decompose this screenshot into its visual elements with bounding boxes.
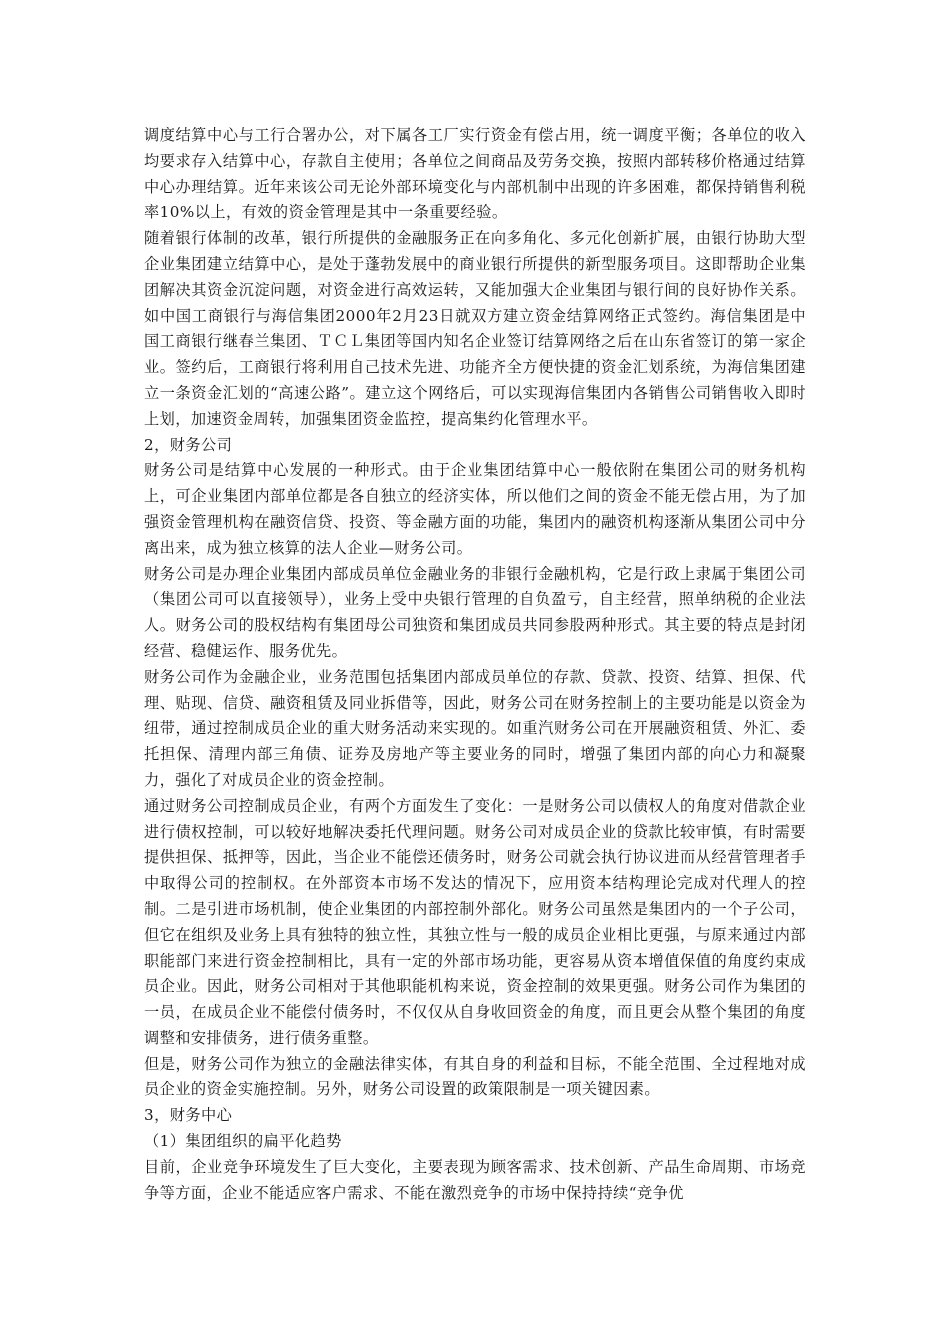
paragraph-bank-reform: 随着银行体制的改革，银行所提供的金融服务正在向多角化、多元化创新扩展，由银行协助大型企业集团建立结算中心，是处于蓬勃发展中的商业银行所提供的新型服务项目。这即帮助企业集团解决其资金沉淀问题，对资金进行高效运转，又能加强大企业集团与银行间的良好协作关系。如中国工商银行与海信集团2000年2月23日就双方建立资金结算网络正式签约。海信集团是中国工商银行继春兰集团、ＴＣＬ集团等国内知名企业签订结算网络之后在山东省签订的第一家企业。签约后，工商银行将利用自己技术先进、功能齐全方便快捷的资金汇划系统，为海信集团建立一条资金汇划的“高速公路”。建立这个网络后，可以实现海信集团内各销售公司销售收入即时上划，加速资金周转，加强集团资金监控，提高集约化管理水平。 [144, 229, 806, 428]
paragraph-finance-company-origin: 财务公司是结算中心发展的一种形式。由于企业集团结算中心一般依附在集团公司的财务机构上，可企业集团内部单位都是各自独立的经济实体，所以他们之间的资金不能无偿占用，为了加强资金管理机构在融资信贷、投资、等金融方面的功能，集团内的融资机构逐渐从集团公司中分离出来，成为独立核算的法人企业—财务公司。 [144, 461, 806, 557]
section-heading-finance-center: 3，财务中心 [144, 1106, 233, 1125]
paragraph-finance-company-business: 财务公司作为金融企业，业务范围包括集团内部成员单位的存款、贷款、投资、结算、担保、代理、贴现、信贷、融资租赁及同业拆借等，因此，财务公司在财务控制上的主要功能是以资金为纽带，通过控制成员企业的重大财务活动来实现的。如重汽财务公司在开展融资租赁、外汇、委托担保、清理内部三角债、证券及房地产等主要业务的同时，增强了集团内部的向心力和凝聚力，强化了对成员企业的资金控制。 [144, 667, 806, 789]
document-page [144, 123, 806, 1206]
subsection-heading-flattening: （1）集团组织的扁平化趋势 [144, 1132, 342, 1151]
paragraph-finance-company-definition: 财务公司是办理企业集团内部成员单位金融业务的非银行金融机构，它是行政上隶属于集团公司（集团公司可以直接领导），业务上受中央银行管理的自负盈亏，自主经营，照单纳税的企业法人。财务公司的股权结构有集团母公司独资和集团成员共同参股两种形式。其主要的特点是封闭经营、稳健运作、服务优先。 [144, 564, 806, 660]
paragraph-limitations: 但是，财务公司作为独立的金融法律实体，有其自身的利益和目标，不能全范围、全过程地对成员企业的资金实施控制。另外，财务公司设置的政策限制是一项关键因素。 [144, 1054, 806, 1099]
paragraph-control-changes: 通过财务公司控制成员企业，有两个方面发生了变化：一是财务公司以债权人的角度对借款企业进行债权控制，可以较好地解决委托代理问题。财务公司对成员企业的贷款比较审慎，有时需要提供担保、抵押等，因此，当企业不能偿还债务时，财务公司就会执行协议进而从经营管理者手中取得公司的控制权。在外部资本市场不发达的情况下，应用资本结构理论完成对代理人的控制。二是引进市场机制，使企业集团的内部控制外部化。财务公司虽然是集团内的一个子公司，但它在组织及业务上具有独特的独立性，其独立性与一般的成员企业相比更强，与原来通过内部职能部门来进行资金控制相比，具有一定的外部市场功能，更容易从资本增值保值的角度约束成员企业。因此，财务公司相对于其他职能机构来说，资金控制的效果更强。财务公司作为集团的一员，在成员企业不能偿付债务时，不仅仅从自身收回资金的角度，而且更会从整个集团的角度调整和安排债务，进行债务重整。 [144, 796, 806, 1047]
paragraph-competitive-environment: 目前，企业竞争环境发生了巨大变化，主要表现为顾客需求、技术创新、产品生命周期、市场竞争等方面，企业不能适应客户需求、不能在激烈竞争的市场中保持持续“竞争优 [144, 1157, 806, 1202]
paragraph-settlement-center: 调度结算中心与工行合署办公，对下属各工厂实行资金有偿占用，统一调度平衡；各单位的收入均要求存入结算中心，存款自主使用；各单位之间商品及劳务交换，按照内部转移价格通过结算中心办理结算。近年来该公司无论外部环境变化与内部机制中出现的许多困难，都保持销售利税率10%以上，有效的资金管理是其中一条重要经验。 [144, 126, 806, 222]
section-heading-finance-company: 2，财务公司 [144, 435, 233, 454]
